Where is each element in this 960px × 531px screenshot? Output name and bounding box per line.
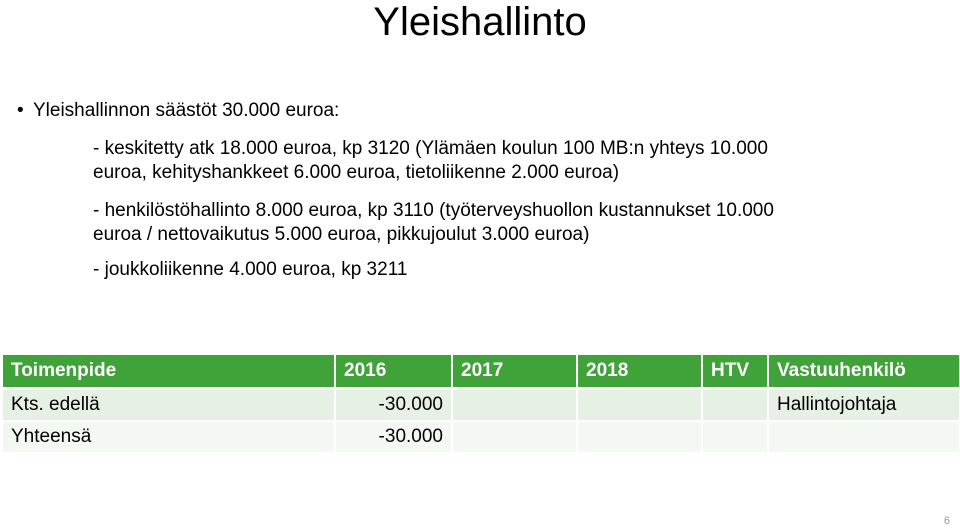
table-cell: [577, 421, 702, 453]
header-toimenpide: Toimenpide: [2, 354, 335, 389]
detail-line: - joukkoliikenne 4.000 euroa, kp 3211: [93, 259, 408, 280]
table-cell: Yhteensä: [2, 421, 335, 453]
table-cell: Kts. edellä: [2, 389, 335, 422]
header-2017: 2017: [452, 354, 577, 389]
bullet-item: [17, 99, 339, 123]
table-row: [2, 389, 960, 422]
table-cell: Hallintojohtaja: [768, 389, 960, 422]
detail-line: - henkilöstöhallinto 8.000 euroa, kp 3110 (työterveyshuollon kustannukset 10.000: [93, 200, 774, 221]
table-cell: [577, 389, 702, 422]
slide-title: Yleishallinto: [373, 0, 587, 44]
header-2018: 2018: [577, 354, 702, 389]
detail-joukkoliikenne: [93, 258, 407, 282]
detail-henkilostohallinto: [93, 199, 774, 247]
header-2016: 2016: [335, 354, 452, 389]
table-cell: [768, 421, 960, 453]
detail-line: - keskitetty atk 18.000 euroa, kp 3120 (Ylämäen koulun 100 MB:n yhteys 10.000: [93, 138, 768, 159]
table-cell: [452, 421, 577, 453]
table-cell: [702, 389, 768, 422]
detail-line: euroa, kehityshankkeet 6.000 euroa, tietoliikenne 2.000 euroa): [93, 162, 620, 183]
table-header-row: [2, 354, 960, 389]
detail-atk: [93, 137, 768, 185]
table-cell: [452, 389, 577, 422]
bullet-text: Yleishallinnon säästöt 30.000 euroa:: [33, 100, 340, 121]
bullet-dot-icon: •: [17, 100, 24, 121]
table-cell: [702, 421, 768, 453]
header-vastuuhenkilo: Vastuuhenkilö: [768, 354, 960, 389]
table-row: [2, 421, 960, 453]
page-number: 6: [943, 515, 950, 527]
detail-line: euroa / nettovaikutus 5.000 euroa, pikkujoulut 3.000 euroa): [93, 224, 590, 245]
budget-table: [1, 353, 960, 454]
table-cell: -30.000: [335, 389, 452, 422]
table-cell: -30.000: [335, 421, 452, 453]
header-htv: HTV: [702, 354, 768, 389]
